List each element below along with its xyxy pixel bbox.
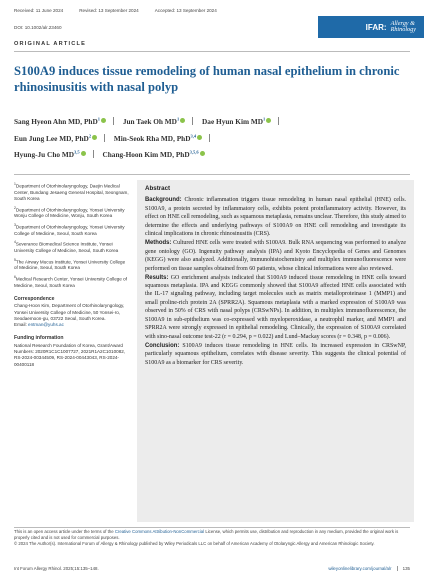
abstract-background: Background: Chronic inflammation triggers tissue remodeling in human nasal epithelial (HNE) cells. S100A9, a protein secreted by inflammatory cells, exhibits potent proinflammatory activity. However, its effect on HNE cell remodeling, such as squamous metaplasia, remains unclear. Therefore, this study aimed to determine the effects and underlying pathways of S100A9 on HNE cell remodeling and investigate its clinical implications in chronic rhinosinusitis (CRS).: [145, 197, 407, 238]
page-footer: [14, 566, 410, 576]
author[interactable]: Chang-Hoon Kim MD, PhD$^{3,5,6}$: [102, 150, 204, 159]
author[interactable]: Min-Seok Rha MD, PhD$^{3,4}$: [114, 134, 202, 143]
copyright-notice: © 2024 The Author(s). International Forum of Allergy & Rhinology published by Wiley Periodicals LLC on behalf of American Academy of Otolaryngic Allergy and American Rhinologic Society.: [14, 540, 375, 546]
footer-right: [328, 566, 410, 571]
orcid-icon[interactable]: [180, 118, 185, 123]
accepted-date: Accepted: 13 September 2024: [154, 7, 217, 13]
divider: [14, 527, 410, 528]
abstract-results: Results: GO enrichment analysis indicated that S100A9 induced tissue remodeling in HNE cells toward squamous metaplasia. IPA and KEGG commonly showed that S100A9 affected HNE cells associated with the IL-17 signaling pathway, including target molecules such as matrix metalloproteinase 1 (MMP1) and small proline-rich protein 2A (SPRR2A). Squamous metaplasia with a marked expression of S100A9 was observed in 50% of CRS with nasal polyps (CRSwNPs). In addition, in multiplex immunofluorescence, the S100A9 in sub-epithelium was co-expressed with myeloperoxidase, a neutrophil marker, and MMP1 and SPRR2A were strongly expressed in epithelial remodeling. Clinically, the expression of S100A9 correlated with sino-nasal outcome test-22 (r = 0.294, p = 0.022) and Lund–Mackay scores (r = 0.348, p = 0.006).: [145, 274, 407, 340]
abstract-heading: Abstract: [145, 185, 171, 192]
doi[interactable]: DOI: 10.1002/alr.23460: [14, 25, 62, 30]
article-title: S100A9 induces tissue remodeling of human nasal epithelium in chronic rhinosinusitis with nasal polyp: [14, 64, 400, 94]
author[interactable]: Hyung-Ju Cho MD$^{3,5}$: [14, 150, 86, 159]
orcid-icon[interactable]: [101, 118, 106, 123]
citation: Int Forum Allergy Rhinol. 2025;15:135–148.: [14, 566, 99, 571]
abstract-methods: Methods: Cultured HNE cells were treated with S100A9. Bulk RNA sequencing was performed to analyze gene ontology (GO). Ingenuity pathway analysis (IPA) and Kyoto Encyclopedia of Genes and Genomes (KEGG) were also analyzed. Additionally, immunohistochemistry and multiplex immunofluorescence were performed on tissue samples obtained from 60 patients, whose clinical informations were also reviewed.: [145, 240, 407, 272]
orcid-icon[interactable]: [197, 135, 202, 140]
license-link[interactable]: Creative Commons Attribution-NonCommercial: [114, 529, 205, 534]
license-notice: This is an open access article under the terms of the Creative Commons Attribution-NonCommercial License, which permits use, distribution and reproduction in any medium, provided the original work is properly cited and is not used for commercial purposes. © 2024 The Author(s). International Forum of Allergy & Rhinology published by Wiley Periodicals LLC on behalf of American Academy of Otolaryngic Allergy and American Rhinologic Society.: [14, 529, 399, 546]
affiliation: $^4$Severance Biomedical Science Institute, Yonsei University College of Medicine, Seoul, South Korea: [14, 240, 119, 254]
author[interactable]: Sang Hyeon Ahn MD, PhD$^1$: [14, 117, 106, 126]
received-date: Received: 11 June 2024: [14, 7, 64, 13]
author[interactable]: Dae Hyun Kim $MD^1$: [202, 117, 271, 126]
email-line: Email: entman@yuhs.ac: [14, 322, 64, 328]
orcid-icon[interactable]: [92, 135, 97, 140]
affiliation: $^5$The Airway Mucus Institute, Yonsei University College of Medicine, Seoul, South Korea: [14, 257, 126, 271]
abstract-box: [137, 180, 414, 522]
orcid-icon[interactable]: [200, 151, 205, 156]
orcid-icon[interactable]: [266, 118, 271, 123]
author[interactable]: Eun Jung Lee MD, PhD$^2$: [14, 134, 97, 143]
funding-text: National Research Foundation of Korea, Grant/Award Numbers: 2020R1C1C1007727, 2021R1A2C1010082, RS-2024-00344509, RS-2024-00443043, RS-2024-00400118: [14, 342, 126, 367]
article-category: ORIGINAL ARTICLE: [14, 41, 87, 47]
affiliation: $^2$Department of Otorhinolaryngology, Yonsei University Wonju College of Medicine, Wonju, South Korea: [14, 205, 125, 219]
divider: [14, 51, 410, 52]
journal-banner[interactable]: [318, 16, 424, 38]
sidebar-info: [14, 181, 130, 368]
funding-heading: Funding information: [14, 335, 64, 342]
divider: [14, 174, 410, 175]
affiliation: $^6$Medical Research Center, Yonsei University College of Medicine, Seoul, South Korea: [14, 274, 127, 288]
orcid-icon[interactable]: [81, 151, 86, 156]
correspondence-heading: Correspondence: [14, 295, 55, 302]
abstract-conclusion: Conclusion: S100A9 induces tissue remodeling in HNE cells. Its increased expression in CRSwNP, particularly squamous epithelium, correlates with disease severity. This suggests the clinical potential of S100A9 as a biomarker for CRS severity.: [145, 342, 406, 366]
author-list: [14, 113, 404, 162]
affiliation: $^1$Department of Otorhinolaryngology, Daejin Medical Center, Bundang Jesaeng General Hospital, Seongnam, South Korea: [14, 182, 129, 202]
journal-name: Allergy & Rhinology: [390, 19, 416, 33]
revised-date: Revised: 13 September 2024: [79, 7, 139, 13]
correspondence-text: Chang-Hoon Kim, Department of Otorhinolaryngology, Yonsei University College of Medicine, 50 Yonsei-ro, Seodaemoon-gu, 03722 Seoul, South Korea.: [14, 303, 125, 321]
journal-logo: IFAR:: [365, 22, 387, 32]
journal-url[interactable]: wileyonlinelibrary.com/journal/alr: [328, 566, 392, 571]
page-number: 135: [397, 566, 410, 571]
email-link[interactable]: entman@yuhs.ac: [28, 322, 64, 328]
affiliation: $^3$Department of Otorhinolaryngology, Yonsei University College of Medicine, Seoul, South Korea: [14, 222, 125, 236]
author[interactable]: Jun Taek Oh $MD^1$: [123, 117, 185, 126]
